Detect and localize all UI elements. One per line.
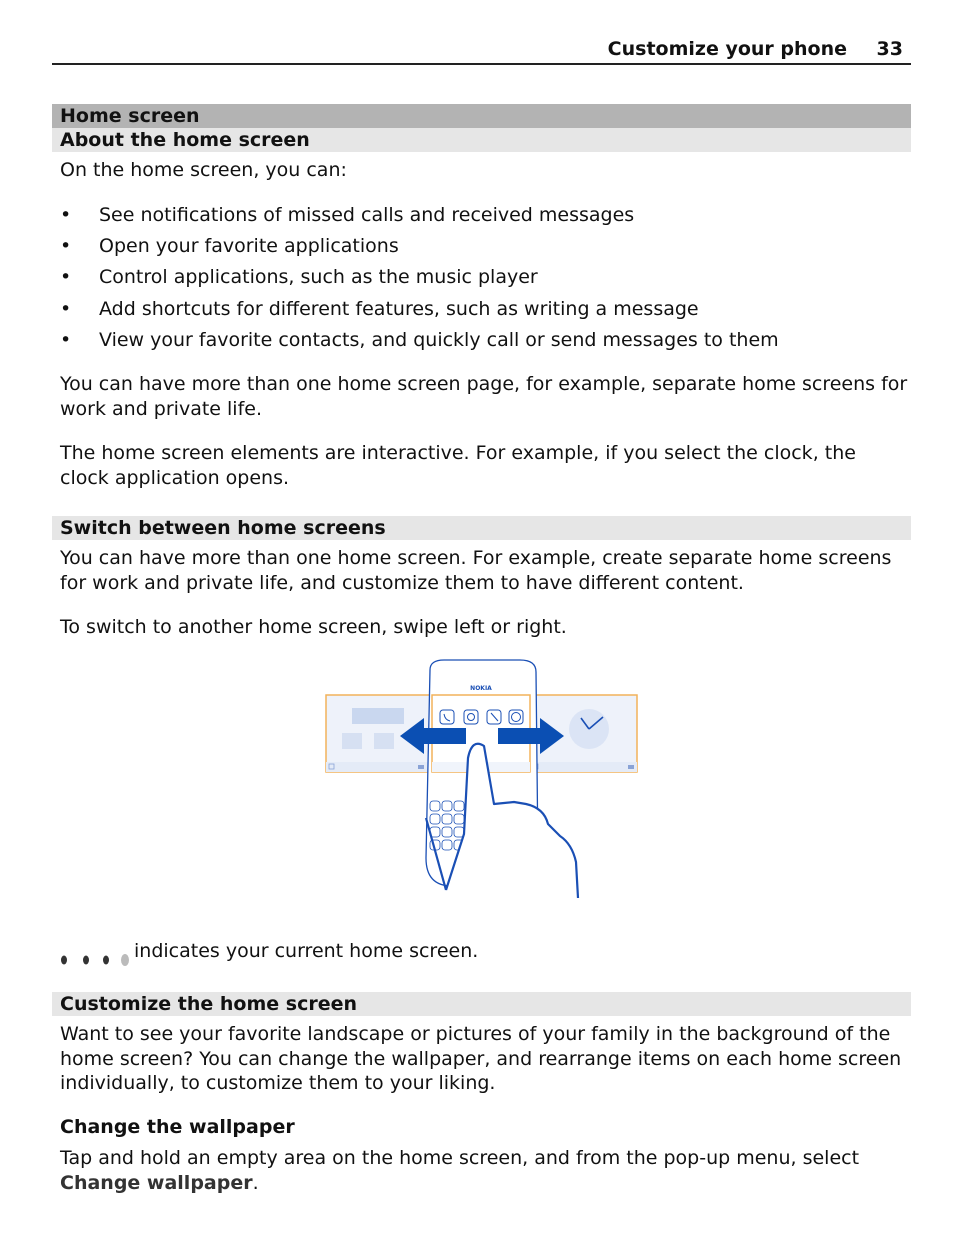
- list-item: • Open your favorite applications: [60, 235, 399, 258]
- feature-list: [60, 203, 910, 359]
- customize-paragraph-2: Tap and hold an empty area on the home screen, and from the pop-up menu, select Change wallpaper.: [60, 1147, 860, 1194]
- header-title: Customize your phone: [607, 38, 847, 60]
- section-title-switch: Switch between home screens: [52, 516, 911, 540]
- customize-paragraph-1: Want to see your favorite landscape or pictures of your family in the background of the home screen? You can change the wallpaper, and rearrange items on each home screen individually, to customize them to your liking.: [60, 1023, 902, 1094]
- section-title-customize: Customize the home screen: [52, 992, 911, 1016]
- section-title-about: About the home screen: [52, 128, 911, 152]
- phone-icon: [440, 710, 454, 724]
- list-item: • Add shortcuts for different features, such as writing a message: [60, 297, 699, 320]
- switch-paragraph-1: You can have more than one home screen. For example, create separate home screens for work and private life, and customize them to have different content.: [60, 547, 892, 594]
- list-item: • See notifications of missed calls and received messages: [60, 204, 635, 226]
- globe-icon: [509, 710, 523, 724]
- camera-icon: [464, 710, 478, 724]
- change-wallpaper-option: Change wallpaper: [60, 1171, 253, 1194]
- music-icon: [487, 710, 501, 724]
- about-intro: On the home screen, you can:: [60, 159, 347, 181]
- list-item: • View your favorite contacts, and quickly call or send messages to them: [60, 328, 779, 351]
- list-item: • Control applications, such as the music player: [60, 266, 538, 289]
- about-paragraph-2: The home screen elements are interactive. For example, if you select the clock, the clock application opens.: [60, 442, 856, 489]
- page-header: [52, 36, 911, 65]
- change-wallpaper-heading: Change the wallpaper: [60, 1116, 295, 1138]
- home-screen-indicator-icon: [58, 948, 133, 968]
- switch-paragraph-2: To switch to another home screen, swipe left or right.: [60, 616, 567, 638]
- swipe-illustration: [322, 658, 642, 906]
- indicator-text: indicates your current home screen.: [134, 940, 479, 962]
- section-title-home-screen: Home screen: [52, 104, 911, 128]
- about-paragraph-1: You can have more than one home screen page, for example, separate home screens for work and private life.: [60, 373, 908, 420]
- clock-icon: [569, 709, 609, 749]
- page-number: 33: [876, 38, 903, 60]
- phone-brand: NOKIA: [470, 685, 492, 692]
